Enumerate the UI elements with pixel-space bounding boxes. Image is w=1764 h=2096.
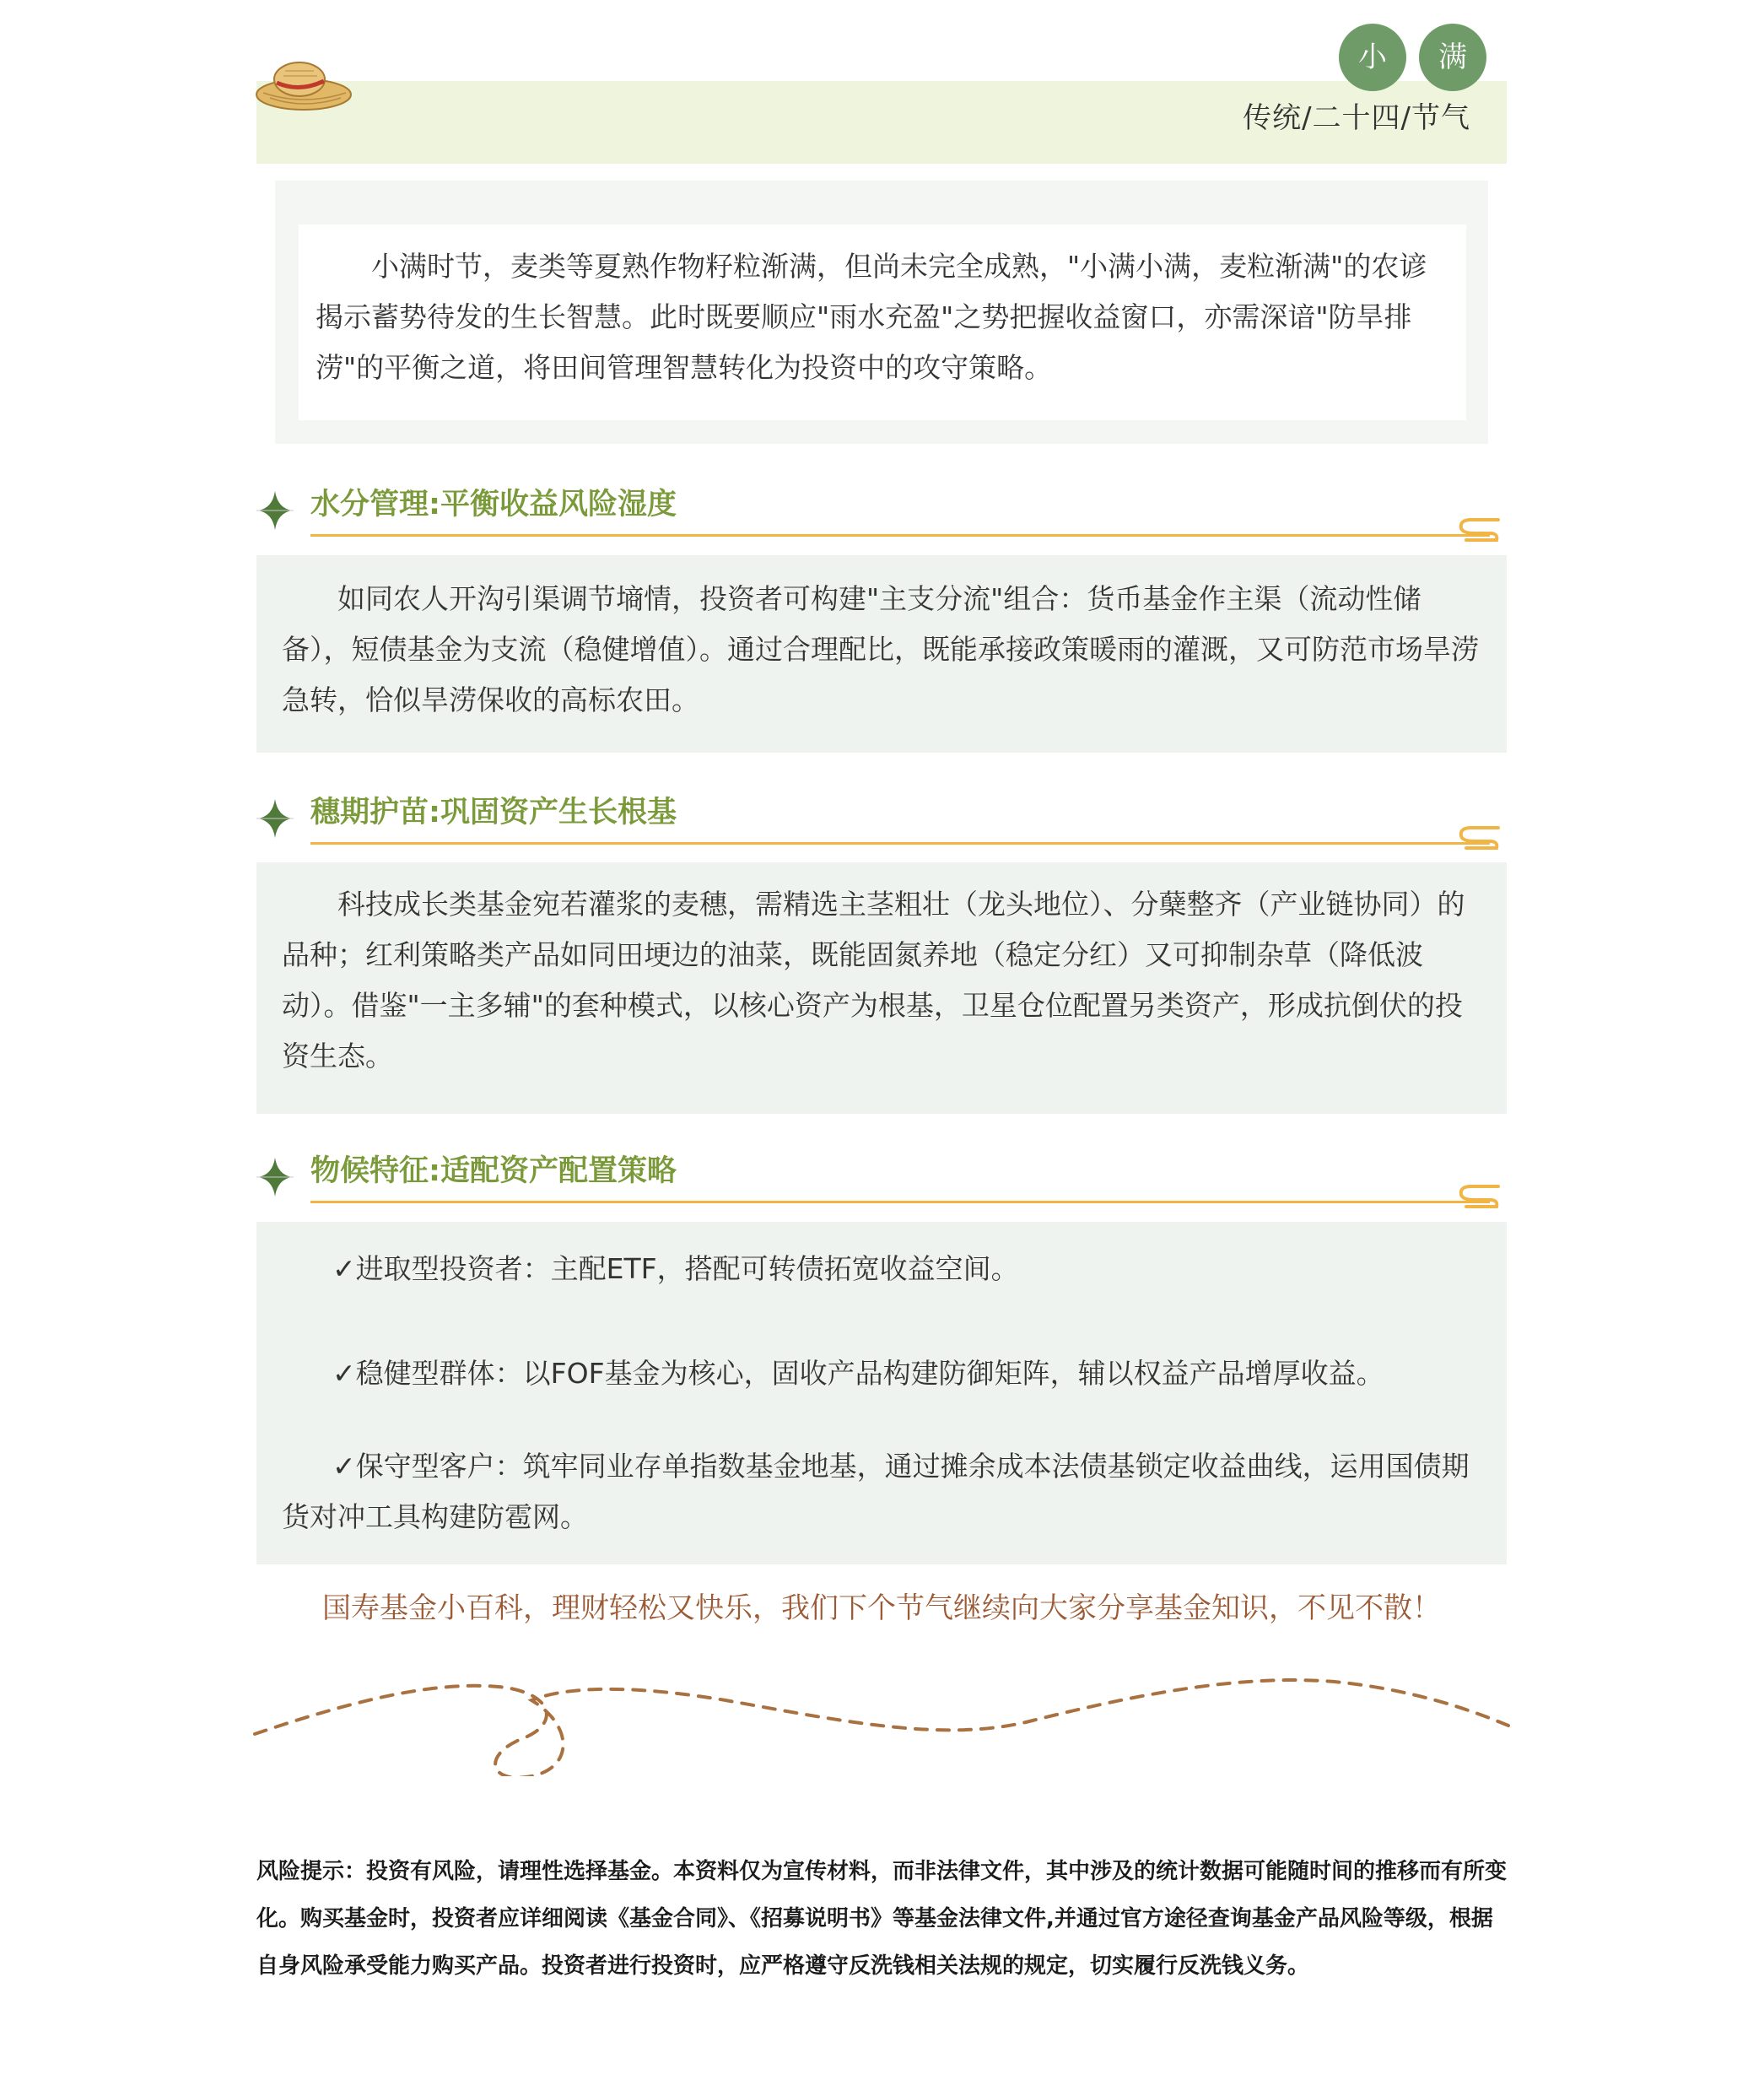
sparkle-icon: [256, 489, 294, 532]
swirl-icon: [1456, 515, 1503, 545]
strategy-item-conservative: ✓保守型客户：筑牢同业存单指数基金地基，通过摊余成本法债基锁定收益曲线，运用国债期货对冲工具构建防雹网。: [282, 1450, 1470, 1533]
solar-term-badge-1: 小: [1339, 24, 1406, 91]
swirl-icon: [1456, 1181, 1503, 1212]
intro-paragraph: 小满时节，麦类等夏熟作物籽粒渐满，但尚未完全成熟，"小满小满，麦粒渐满"的农谚揭示蓄势待发的生长智慧。此时既要顺应"雨水充盈"之势把握收益窗口，亦需深谙"防旱排涝"的平衡之道，将田间管理智慧转化为投资中的攻守策略。: [316, 250, 1427, 384]
dashed-wave-decoration: [253, 1675, 1510, 1776]
section-heading-ear: [256, 789, 1507, 856]
straw-hat-icon: [253, 51, 354, 114]
section-body-ear: 科技成长类基金宛若灌浆的麦穗，需精选主茎粗壮（龙头地位）、分蘖整齐（产业链协同）的品种；红利策略类产品如同田埂边的油菜，既能固氮养地（稳定分红）又可抑制杂草（降低波动）。借鉴"一主多辅"的套种模式，以核心资产为根基，卫星仓位配置另类资产，形成抗倒伏的投资生态。: [282, 888, 1465, 1072]
series-label: 传统/二十四/节气: [1243, 101, 1470, 135]
section-title: 物候特征:适配资产配置策略: [310, 1154, 677, 1188]
sparkle-icon: [256, 1156, 294, 1198]
section-rule: [310, 842, 1490, 845]
closing-message: 国寿基金小百科，理财轻松又快乐，我们下个节气继续向大家分享基金知识，不见不散！: [322, 1591, 1441, 1625]
section-heading-phenology: [256, 1148, 1507, 1215]
section-rule: [310, 534, 1490, 537]
risk-notice: 风险提示：投资有风险，请理性选择基金。本资料仅为宣传材料，而非法律文件，其中涉及的统计数据可能随时间的推移而有所变化。购买基金时，投资者应详细阅读《基金合同》、《招募说明书》等基金法律文件,并通过官方途径查询基金产品风险等级，根据自身风险承受能力购买产品。投资者进行投资时，应严格遵守反洗钱相关法规的规定，切实履行反洗钱义务。: [256, 1859, 1508, 1979]
solar-term-badge-2: 满: [1419, 24, 1486, 91]
strategy-item-aggressive: ✓进取型投资者：主配ETF，搭配可转债拓宽收益空间。: [332, 1252, 1019, 1285]
section-heading-water: [256, 481, 1507, 548]
section-title: 水分管理:平衡收益风险湿度: [310, 488, 677, 521]
strategy-item-balanced: ✓稳健型群体：以FOF基金为核心，固收产品构建防御矩阵，辅以权益产品增厚收益。: [332, 1357, 1384, 1390]
section-body-water: 如同农人开沟引渠调节墒情，投资者可构建"主支分流"组合：货币基金作主渠（流动性储备），短债基金为支流（稳健增值）。通过合理配比，既能承接政策暖雨的灌溉，又可防范市场旱涝急转，恰似旱涝保收的高标农田。: [282, 582, 1479, 716]
sparkle-icon: [256, 797, 294, 840]
section-rule: [310, 1201, 1490, 1203]
swirl-icon: [1456, 823, 1503, 853]
section-title: 穗期护苗:巩固资产生长根基: [310, 796, 677, 829]
